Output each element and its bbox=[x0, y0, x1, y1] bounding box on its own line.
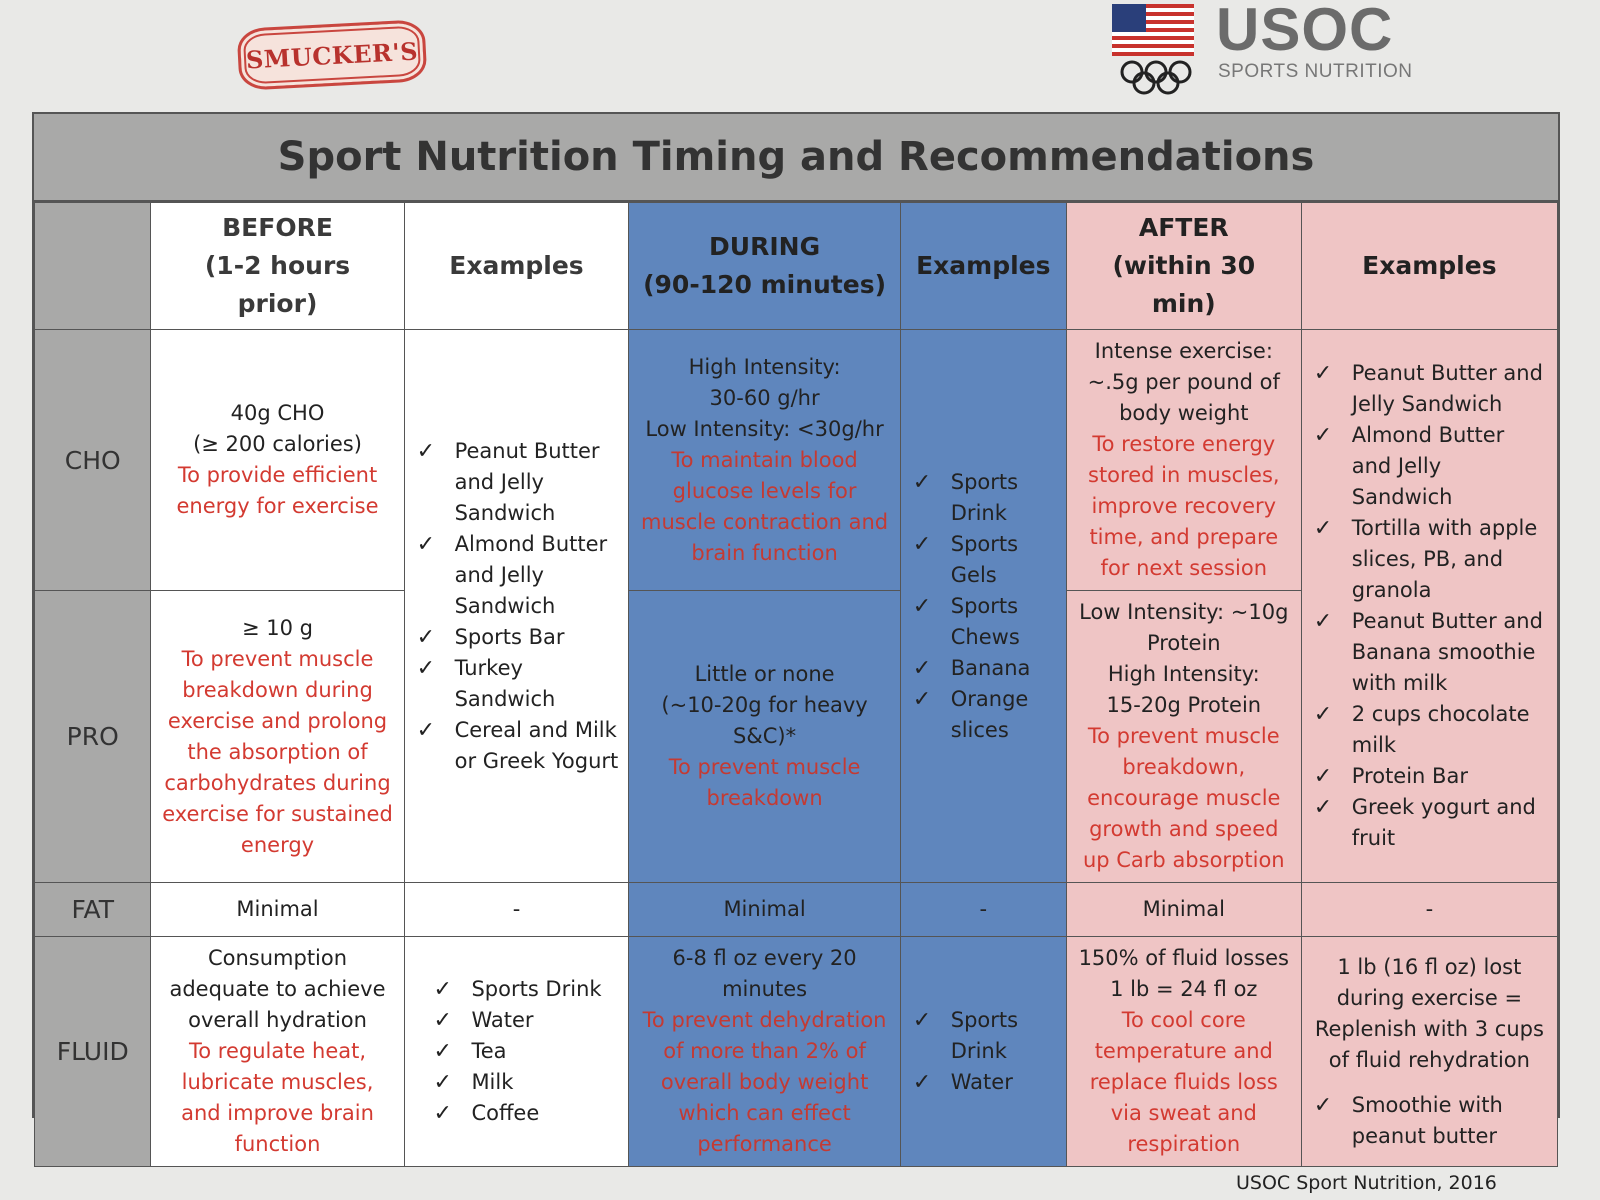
checklist-item bbox=[911, 591, 1056, 653]
fat-during: Minimal bbox=[629, 883, 900, 937]
fluid-before-purpose: To regulate heat, lubricate muscles, and improve brain function bbox=[181, 1039, 374, 1156]
usoc-logo bbox=[1112, 0, 1442, 96]
fat-during-examples: - bbox=[900, 883, 1066, 937]
checklist-item-label: Sports Drink bbox=[471, 977, 602, 1001]
us-flag-icon bbox=[1112, 4, 1194, 56]
pro-after-purpose: To prevent muscle breakdown, encourage muscle growth and speed up Carb absorption bbox=[1082, 724, 1285, 872]
check-icon: ✓ bbox=[1313, 764, 1333, 789]
header-after-title: AFTER bbox=[1138, 213, 1229, 242]
header-during-sub: (90-120 minutes) bbox=[643, 270, 887, 299]
fluid-before-examples-list bbox=[431, 974, 601, 1129]
cho-after-line: ~.5g per pound of body weight bbox=[1087, 370, 1280, 425]
checklist-item bbox=[431, 1098, 601, 1129]
cho-after-purpose: To restore energy stored in muscles, improve recovery time, and prepare for next session bbox=[1088, 432, 1280, 580]
pro-after bbox=[1066, 591, 1301, 883]
cho-during-line: 30-60 g/hr bbox=[709, 385, 820, 410]
check-icon: ✓ bbox=[416, 438, 436, 464]
checklist-item-label: Sports Chews bbox=[950, 593, 1020, 649]
fluid-after-line: 150% of fluid losses bbox=[1078, 946, 1289, 970]
check-icon: ✓ bbox=[1313, 516, 1333, 541]
header-before bbox=[151, 203, 404, 330]
during-examples-list bbox=[911, 467, 1056, 746]
chart-title: Sport Nutrition Timing and Recommendations bbox=[34, 114, 1558, 202]
check-icon: ✓ bbox=[433, 1070, 452, 1095]
check-icon: ✓ bbox=[912, 1070, 932, 1095]
checklist-item bbox=[431, 974, 601, 1005]
fluid-during bbox=[629, 937, 900, 1167]
checklist-item bbox=[911, 467, 1056, 529]
check-icon: ✓ bbox=[912, 531, 932, 557]
checklist-item-label: Cereal and Milk or Greek Yogurt bbox=[454, 717, 619, 773]
checklist-item bbox=[911, 684, 1056, 746]
checklist-item-label: Peanut Butter and Banana smoothie with milk bbox=[1351, 609, 1543, 695]
checklist-item bbox=[911, 1005, 1056, 1067]
nutrition-table bbox=[34, 202, 1558, 1167]
checklist-item-label: Greek yogurt and fruit bbox=[1351, 795, 1536, 850]
header-before-examples: Examples bbox=[404, 203, 629, 330]
check-icon: ✓ bbox=[912, 1008, 932, 1033]
cho-during-line: High Intensity: bbox=[688, 354, 841, 379]
after-examples-list bbox=[1312, 358, 1547, 854]
checklist-item-label: Protein Bar bbox=[1351, 764, 1468, 788]
fluid-during-purpose: To prevent dehydration of more than 2% of overall body weight which can effect performance bbox=[642, 1008, 887, 1156]
fat-before: Minimal bbox=[151, 883, 404, 937]
checklist-item bbox=[1312, 792, 1547, 854]
checklist-item-label: 2 cups chocolate milk bbox=[1351, 702, 1530, 757]
header-before-sub: (1-2 hours prior) bbox=[204, 251, 351, 318]
fat-after-examples: - bbox=[1301, 883, 1557, 937]
nutrition-chart bbox=[32, 112, 1560, 1156]
fluid-after-line: 1 lb = 24 fl oz bbox=[1110, 977, 1258, 1001]
checklist-item bbox=[415, 436, 619, 529]
header-during bbox=[629, 203, 900, 330]
pro-after-line: High Intensity: bbox=[1107, 662, 1260, 686]
checklist-item-label: Sports Drink bbox=[950, 469, 1019, 525]
checklist-item bbox=[1312, 420, 1547, 513]
checklist-item bbox=[1312, 358, 1547, 420]
pro-during-line: (~10-20g for heavy S&C)* bbox=[661, 693, 868, 748]
check-icon: ✓ bbox=[433, 1039, 452, 1064]
fluid-after-examples bbox=[1301, 937, 1557, 1167]
checklist-item bbox=[911, 653, 1056, 684]
pro-before-line: ≥ 10 g bbox=[242, 615, 314, 640]
fluid-after bbox=[1066, 937, 1301, 1167]
checklist-item bbox=[415, 622, 619, 653]
checklist-item-label: Tortilla with apple slices, PB, and granola bbox=[1351, 516, 1538, 602]
fluid-after-examples-list bbox=[1312, 1090, 1547, 1152]
cho-before-line: 40g CHO bbox=[230, 401, 325, 425]
checklist-item-label: Orange slices bbox=[950, 686, 1029, 742]
smuckers-logo-text: SMUCKER'S bbox=[245, 36, 419, 74]
corner-cell bbox=[35, 203, 151, 330]
checklist-item-label: Water bbox=[950, 1070, 1013, 1094]
checklist-item bbox=[431, 1005, 601, 1036]
check-icon: ✓ bbox=[912, 469, 932, 495]
check-icon: ✓ bbox=[912, 593, 932, 619]
before-examples bbox=[404, 330, 629, 883]
fluid-during-examples-list bbox=[911, 1005, 1056, 1098]
during-examples bbox=[900, 330, 1066, 883]
cho-before-purpose: To provide efficient energy for exercise bbox=[176, 463, 379, 518]
checklist-item bbox=[415, 653, 619, 715]
fluid-after-purpose: To cool core temperature and replace fluids loss via sweat and respiration bbox=[1089, 1008, 1278, 1156]
fluid-before-line: Consumption adequate to achieve overall hydration bbox=[169, 946, 386, 1032]
cho-during-purpose: To maintain blood glucose levels for muscle contraction and brain function bbox=[641, 447, 889, 565]
header-before-title: BEFORE bbox=[222, 213, 333, 242]
check-icon: ✓ bbox=[433, 1101, 452, 1126]
check-icon: ✓ bbox=[912, 686, 932, 712]
header-after-examples: Examples bbox=[1301, 203, 1557, 330]
before-examples-list bbox=[415, 436, 619, 777]
checklist-item bbox=[1312, 1090, 1547, 1152]
checklist-item-label: Sports Gels bbox=[950, 531, 1019, 587]
after-examples bbox=[1301, 330, 1557, 883]
checklist-item-label: Coffee bbox=[471, 1101, 540, 1125]
checklist-item-label: Water bbox=[471, 1008, 534, 1032]
row-label-fluid: FLUID bbox=[35, 937, 151, 1167]
header-after-sub: (within 30 min) bbox=[1112, 251, 1256, 318]
smuckers-logo bbox=[237, 19, 428, 91]
pro-before-purpose: To prevent muscle breakdown during exercise and prolong the absorption of carbohydrates during exercise for sustained energy bbox=[162, 646, 393, 857]
row-fluid bbox=[35, 937, 1558, 1167]
pro-during-purpose: To prevent muscle breakdown bbox=[668, 755, 861, 810]
check-icon: ✓ bbox=[1313, 1092, 1333, 1118]
checklist-item bbox=[415, 715, 619, 777]
checklist-item bbox=[431, 1036, 601, 1067]
check-icon: ✓ bbox=[912, 655, 932, 681]
cho-after bbox=[1066, 330, 1301, 591]
checklist-item bbox=[1312, 513, 1547, 606]
row-label-pro: PRO bbox=[35, 591, 151, 883]
pro-after-line: 15-20g Protein bbox=[1106, 693, 1262, 717]
header-during-title: DURING bbox=[709, 232, 821, 261]
row-fat bbox=[35, 883, 1558, 937]
usoc-name: USOC bbox=[1216, 0, 1394, 63]
cho-after-line: Intense exercise: bbox=[1094, 339, 1273, 363]
row-label-cho: CHO bbox=[35, 330, 151, 591]
usoc-subtitle: SPORTS NUTRITION bbox=[1218, 61, 1413, 82]
check-icon: ✓ bbox=[1313, 361, 1333, 386]
checklist-item-label: Peanut Butter and Jelly Sandwich bbox=[1351, 361, 1543, 416]
fat-after: Minimal bbox=[1066, 883, 1301, 937]
checklist-item-label: Milk bbox=[471, 1070, 514, 1094]
checklist-item-label: Smoothie with peanut butter bbox=[1351, 1092, 1503, 1148]
checklist-item bbox=[415, 529, 619, 622]
checklist-item-label: Sports Drink bbox=[950, 1008, 1019, 1063]
row-cho bbox=[35, 330, 1558, 591]
fat-before-examples: - bbox=[404, 883, 629, 937]
cho-during bbox=[629, 330, 900, 591]
pro-before bbox=[151, 591, 404, 883]
check-icon: ✓ bbox=[416, 717, 436, 743]
check-icon: ✓ bbox=[433, 977, 452, 1002]
checklist-item-label: Almond Butter and Jelly Sandwich bbox=[454, 531, 608, 618]
checklist-item bbox=[431, 1067, 601, 1098]
checklist-item bbox=[1312, 606, 1547, 699]
check-icon: ✓ bbox=[416, 655, 436, 681]
checklist-item-label: Turkey Sandwich bbox=[454, 655, 556, 711]
check-icon: ✓ bbox=[416, 531, 436, 557]
footer-credit: USOC Sport Nutrition, 2016 bbox=[1236, 1172, 1497, 1194]
check-icon: ✓ bbox=[433, 1008, 452, 1033]
header-after bbox=[1066, 203, 1301, 330]
pro-during-line: Little or none bbox=[694, 662, 835, 686]
check-icon: ✓ bbox=[1313, 702, 1333, 727]
header-during-examples: Examples bbox=[900, 203, 1066, 330]
checklist-item-label: Sports Bar bbox=[454, 624, 565, 649]
cho-during-line: Low Intensity: <30g/hr bbox=[645, 416, 884, 441]
pro-during bbox=[629, 591, 900, 883]
fluid-before bbox=[151, 937, 404, 1167]
fluid-during-examples bbox=[900, 937, 1066, 1167]
olympic-rings-icon bbox=[1118, 60, 1194, 96]
checklist-item bbox=[1312, 699, 1547, 761]
checklist-item bbox=[1312, 761, 1547, 792]
checklist-item-label: Almond Butter and Jelly Sandwich bbox=[1351, 423, 1505, 509]
checklist-item bbox=[911, 1067, 1056, 1098]
checklist-item bbox=[911, 529, 1056, 591]
checklist-item-label: Peanut Butter and Jelly Sandwich bbox=[454, 438, 600, 525]
cho-before bbox=[151, 330, 404, 591]
check-icon: ✓ bbox=[416, 624, 436, 650]
fluid-during-line: 6-8 fl oz every 20 minutes bbox=[672, 946, 857, 1001]
checklist-item-label: Banana bbox=[950, 655, 1031, 680]
pro-after-line: Low Intensity: ~10g Protein bbox=[1079, 600, 1289, 655]
header-row bbox=[35, 203, 1558, 330]
check-icon: ✓ bbox=[1313, 795, 1333, 820]
fluid-before-examples bbox=[404, 937, 629, 1167]
checklist-item-label: Tea bbox=[471, 1039, 507, 1063]
row-label-fat: FAT bbox=[35, 883, 151, 937]
check-icon: ✓ bbox=[1313, 423, 1333, 448]
cho-before-line: (≥ 200 calories) bbox=[193, 432, 362, 456]
check-icon: ✓ bbox=[1313, 609, 1333, 634]
fluid-after-examples-text: 1 lb (16 fl oz) lost during exercise = Replenish with 3 cups of fluid rehydration bbox=[1314, 954, 1544, 1072]
